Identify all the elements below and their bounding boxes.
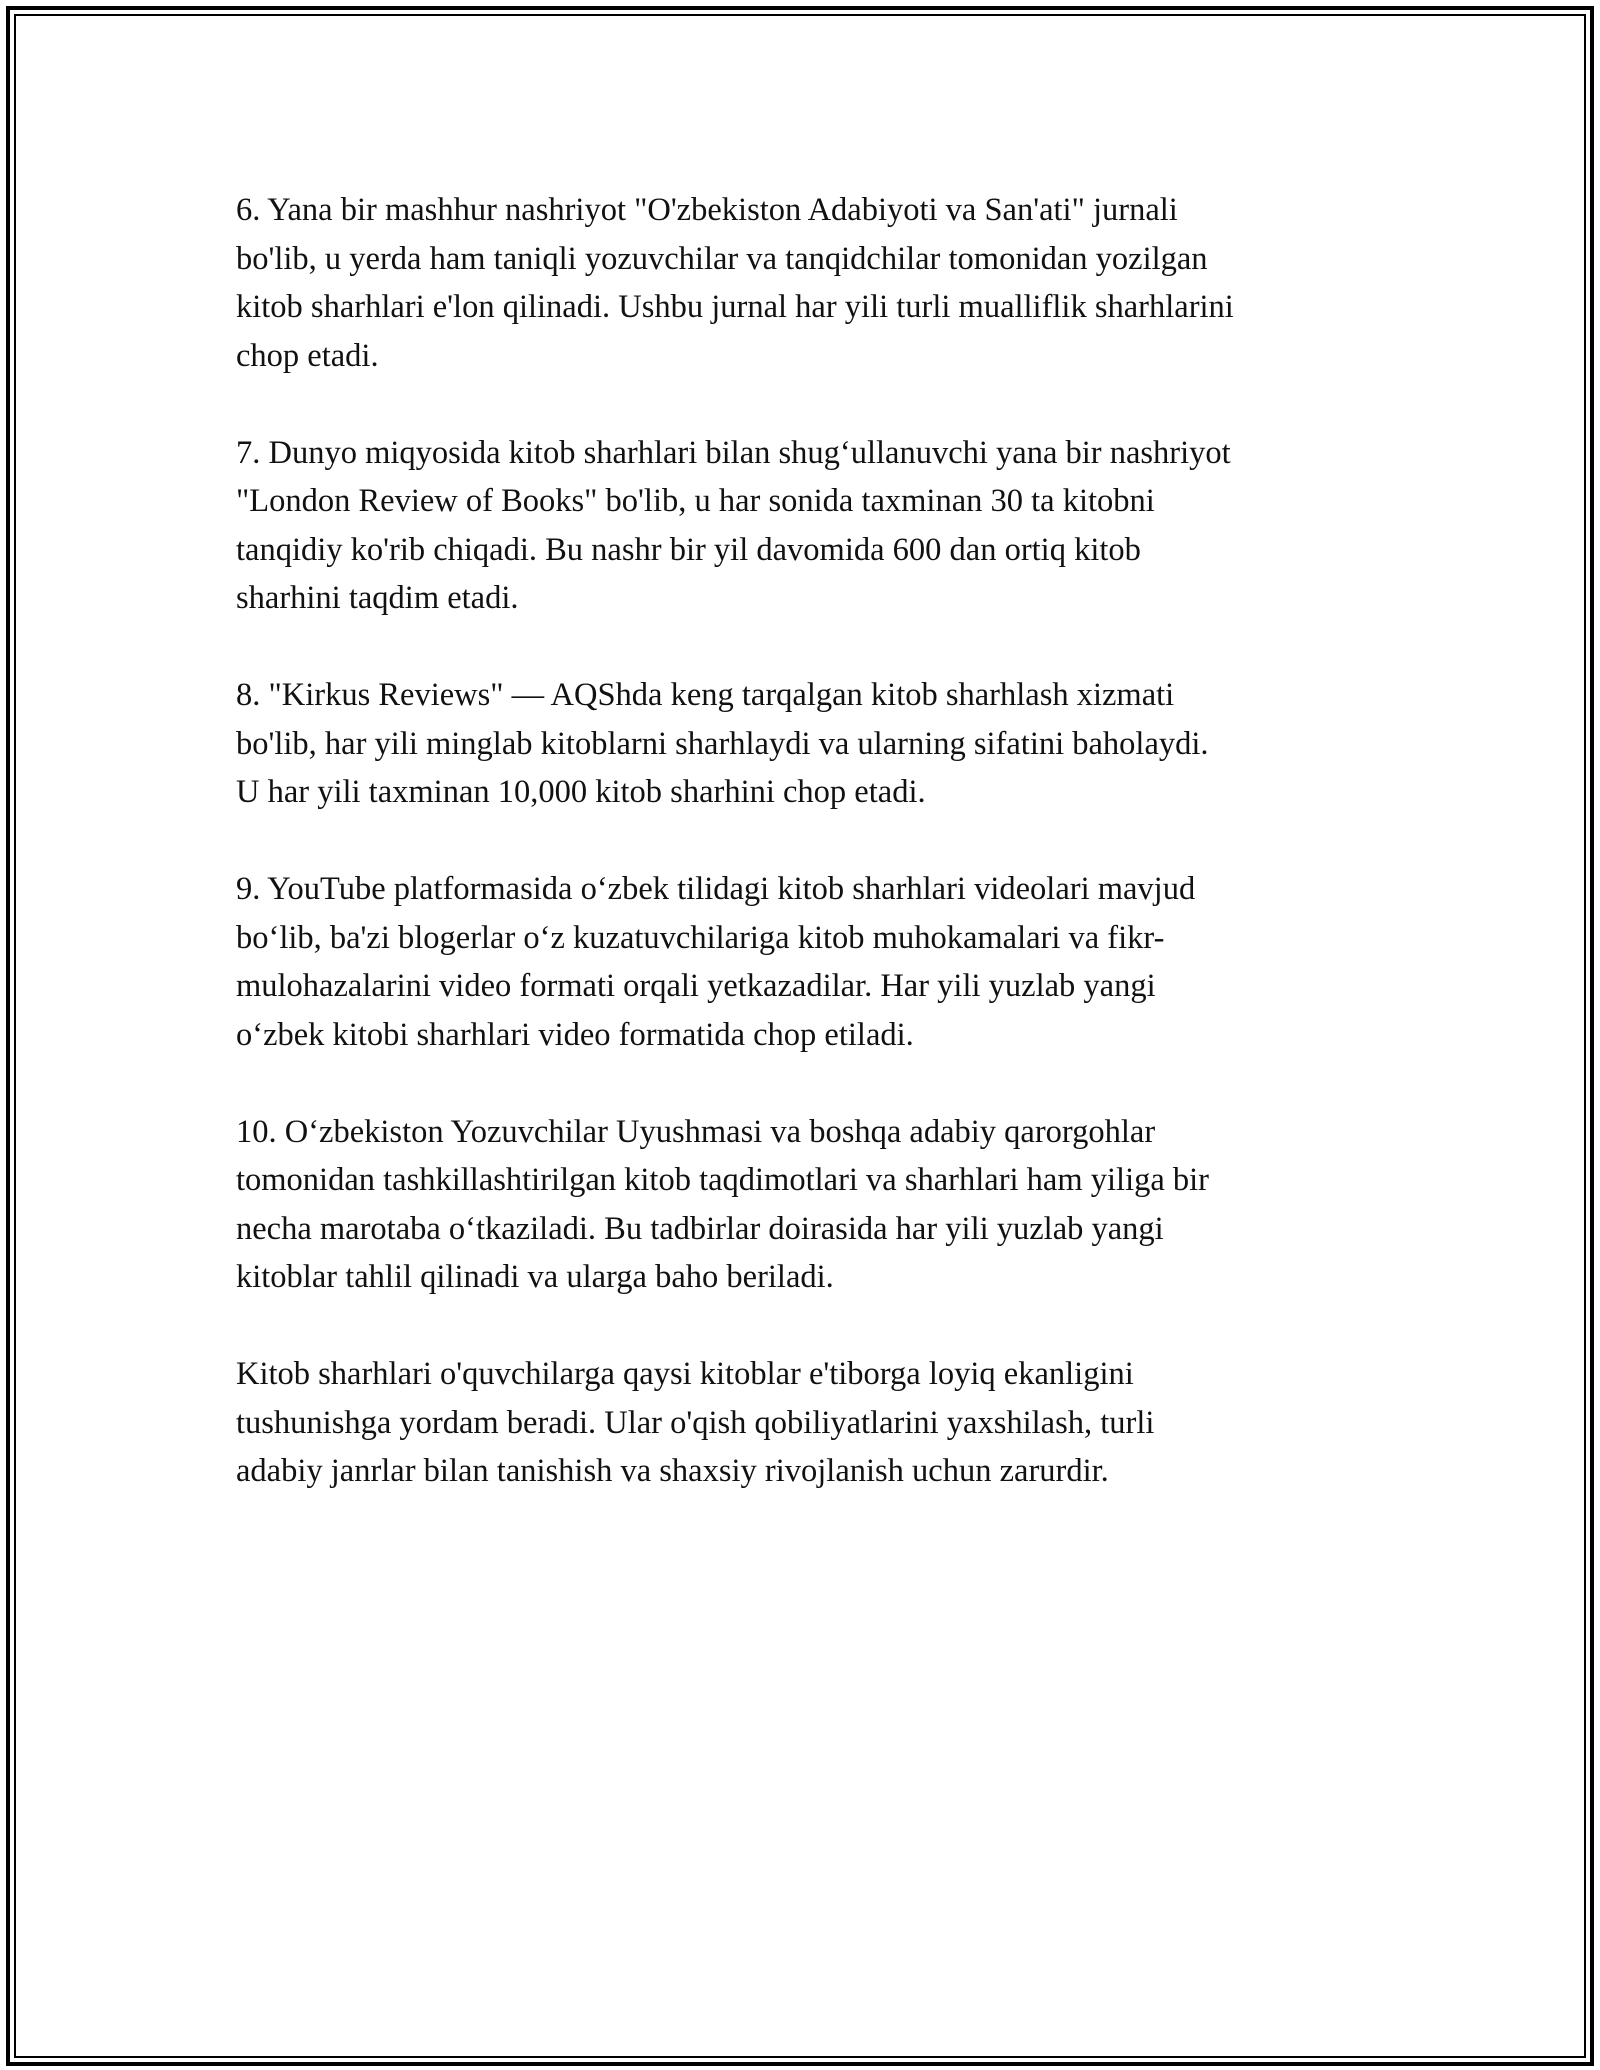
paragraph-conclusion: Kitob sharhlari o'quvchilarga qaysi kitoblar e'tiborga loyiq ekanligini tushunishga yordam beradi. Ular o'qish qobiliyatlarini yaxshilash, turli adabiy janrlar bilan tanishish va shaxsiy rivojlanish uchun zarurdir. — [236, 1356, 1155, 1489]
paragraph-item-10: 10. O‘zbekiston Yozuvchilar Uyushmasi va boshqa adabiy qarorgohlar tomonidan tashkillashtirilgan kitob taqdimotlari va sharhlari ham yiliga bir necha marotaba o‘tkaziladi. Bu tadbirlar doirasida har yili yuzlab yangi kitoblar tahlil qilinadi va ularga baho beriladi. — [236, 1113, 1210, 1295]
paragraph-item-8: 8. "Kirkus Reviews" — AQShda keng tarqalgan kitob sharhlash xizmati bo'lib, har yili minglab kitoblarni sharhlaydi va ularning sifatini baholaydi. U har yili taxminan 10,000 kitob sharhini chop etadi. — [236, 677, 1209, 810]
paragraph-item-7: 7. Dunyo miqyosida kitob sharhlari bilan shug‘ullanuvchi yana bir nashriyot "London Review of Books" bo'lib, u har sonida taxminan 30 ta kitobni tanqidiy ko'rib chiqadi. Bu nashr bir yil davomida 600 dan ortiq kitob sharhini taqdim etadi. — [236, 434, 1231, 616]
paragraph-item-9: 9. YouTube platformasida o‘zbek tilidagi kitob sharhlari videolari mavjud bo‘lib, ba'zi blogerlar o‘z kuzatuvchilariga kitob muhokamalari va fikr- mulohazalarini video formati orqali yetkazadilar. Har yili yuzlab yangi o‘zbek kitobi sharhlari video formatida chop etiladi. — [236, 871, 1196, 1053]
paragraph-item-6: 6. Yana bir mashhur nashriyot "O'zbekiston Adabiyoti va San'ati" jurnali bo'lib, u yerda ham taniqli yozuvchilar va tanqidchilar tomonidan yozilgan kitob sharhlari e'lon qilinadi. Ushbu jurnal har yili turli mualliflik sharhlarini chop etadi. — [236, 192, 1234, 374]
document-body — [236, 186, 1376, 1544]
